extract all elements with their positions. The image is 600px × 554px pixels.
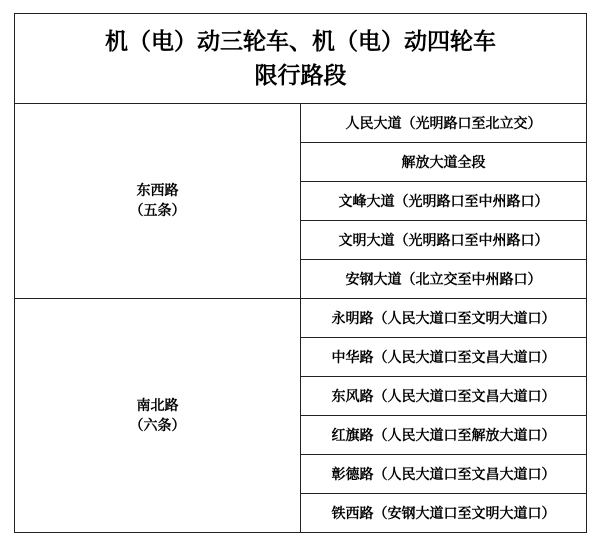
road-cell: 文峰大道（光明路口至中州路口） bbox=[301, 182, 587, 221]
title-line-1: 机（电）动三轮车、机（电）动四轮车 bbox=[105, 28, 496, 55]
table-title bbox=[15, 14, 587, 104]
group-east-west bbox=[15, 104, 301, 299]
road-cell: 彰德路（人民大道口至文昌大道口） bbox=[301, 455, 587, 494]
table-row bbox=[15, 104, 587, 143]
title-line-2: 限行路段 bbox=[254, 62, 347, 89]
group-north-south bbox=[15, 299, 301, 533]
group-count: （六条） bbox=[129, 417, 186, 434]
road-cell: 文明大道（光明路口至中州路口） bbox=[301, 221, 587, 260]
road-cell: 安钢大道（北立交至中州路口） bbox=[301, 260, 587, 299]
road-cell: 红旗路（人民大道口至解放大道口） bbox=[301, 416, 587, 455]
group-count: （五条） bbox=[129, 203, 186, 219]
title-row bbox=[15, 14, 587, 104]
restricted-roads-table bbox=[14, 13, 587, 533]
group-name: 南北路 bbox=[136, 397, 179, 414]
road-cell: 铁西路（安钢大道口至文明大道口） bbox=[301, 494, 587, 533]
road-cell: 永明路（人民大道口至文明大道口） bbox=[301, 299, 587, 338]
road-cell: 中华路（人民大道口至文昌大道口） bbox=[301, 338, 587, 377]
road-cell: 人民大道（光明路口至北立交） bbox=[301, 104, 587, 143]
road-cell: 东风路（人民大道口至文昌大道口） bbox=[301, 377, 587, 416]
road-cell: 解放大道全段 bbox=[301, 143, 587, 182]
table-row bbox=[15, 299, 587, 338]
group-name: 东西路 bbox=[136, 183, 179, 199]
